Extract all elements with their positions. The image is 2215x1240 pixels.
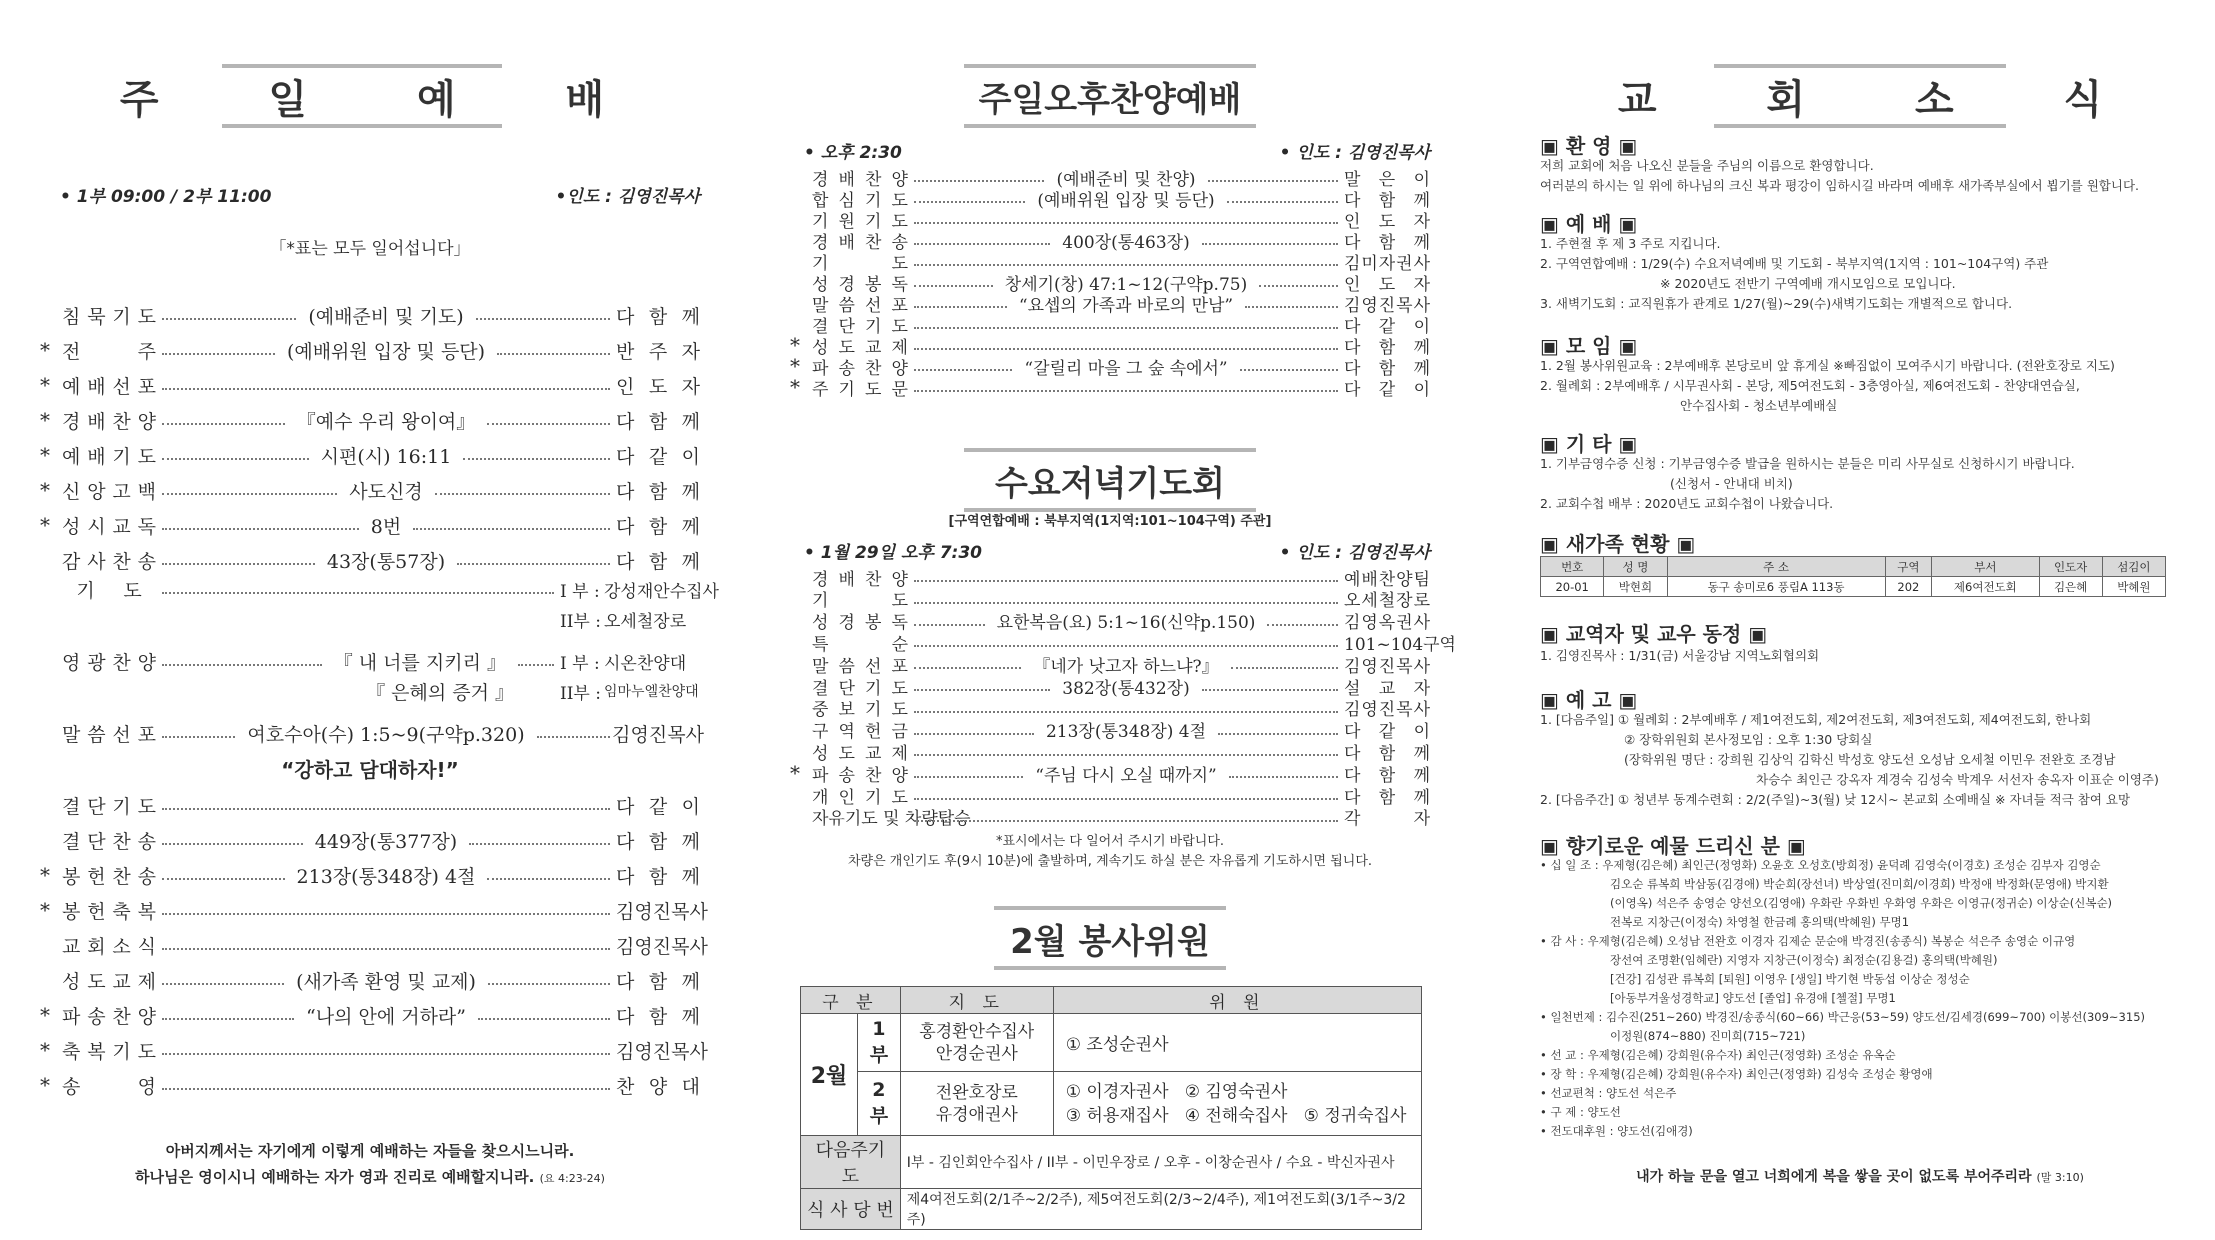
offering-line: • 구 제 : 양도선 [1540,1105,1621,1119]
family-cell: 동구 송미로6 풍림A 113동 [1667,577,1885,597]
order-row [40,545,700,575]
offering-line: 전복로 지창근(이정숙) 차영철 한금례 홍의택(박혜원) 무명1 [1610,915,1910,929]
order-label: 자유기도 및 차량탑승 [812,809,971,830]
order-label: 결 단 찬 송 [62,830,156,853]
order-row [790,806,1430,828]
next-week-prayer: I부 - 김인회안수집사 / II부 - 이민우장로 / 오후 - 이창순권사 / 수요 - 박신자권사 [900,1136,1421,1189]
order-detail: 시편(시) 16:11 [320,445,452,468]
welcome-text: 저희 교회에 처음 나오신 분들을 주님의 이름으로 환영합니다. 여러분의 하시는 일 위에 하나님의 크신 복과 평강이 임하시길 바라며 예배후 새가족부실에서 뵙기를 원합니다. [1540,158,2140,193]
order-label: 파 송 찬 양 [812,765,908,786]
offering-line: • 장 학 : 우제형(김은혜) 강희원(유수자) 최인근(정영화) 김성숙 조성순 황영애 [1540,1067,1933,1081]
order-label: 경 배 찬 송 [812,232,908,253]
anthem-row-2 [40,676,700,706]
worship-text: 1. 주현절 후 제 3 주로 지킵니다. 2. 구역연합예배 : 1/29(수) 수요저녁예배 및 기도회 - 북부지역(1지역 : 101~104구역) 주관 ※ 2020년도 전반기 구역예배 개시모임으로 모입니다. 3. 새벽기도회 : 교직원휴가 관계로 1/27(월)~29(수)새벽기도회는 개별적으로 합니다. [1540,236,2049,311]
order-person: 찬 양 대 [616,1075,700,1098]
prayer-name-2: 오세철장로 [604,611,687,632]
offering-line: • 십 일 조 : 우제형(김은혜) 최인근(정영화) 오윤호 오성호(방희정) 윤덕례 김영숙(이경호) 조성순 김부자 김영순 [1540,858,2101,872]
order-person: 다 같 이 [616,795,700,818]
order-label: 성 경 봉 독 [812,613,908,634]
order-person: 반 주 자 [616,340,700,363]
offering-heading: ▣ 향기로운 예물 드리신 분 ▣ [1540,834,1806,858]
order-label: 성 도 교 제 [812,743,908,764]
new-family-heading: ▣ 새가족 현황 ▣ [1540,532,1696,556]
order-label: 말 씀 선 포 [812,295,908,316]
order-row [40,440,700,470]
standing-note: 「*표는 모두 일어섭니다」 [269,239,471,259]
order-row [790,697,1430,719]
order-label: 중 보 기 도 [812,700,908,721]
order-person: 김 영 진 목 사 [1344,700,1430,721]
order-label: 개 인 기 도 [812,787,908,808]
order-person: 다 함 께 [1344,190,1430,211]
order-label: 성 도 교 제 [812,337,908,358]
order-label: 기 원 기 도 [812,211,908,232]
order-person: 오 세 철 장 로 [1344,591,1430,612]
meeting-heading: ▣ 모 임 ▣ [1540,334,1638,358]
order-person: 설 교 자 [1344,678,1430,699]
stand-mark: * [790,333,800,357]
family-cell: 20-01 [1541,577,1604,597]
order-detail: 43장(통57장) [326,550,446,573]
order-label: 성 시 교 독 [62,515,156,538]
order-label: 영 광 찬 양 [62,651,156,674]
wednesday-time: • 1월 29일 오후 7:30 [804,543,982,563]
meeting-text: 1. 2월 봉사위원교육 : 2부예배후 본당로비 앞 휴게실 ※빠짐없이 모여주시기 바랍니다. (전완호장로 지도) 2. 월례회 : 2부예배후 / 시무권사회 - 본당, 제5여전도회 - 3층영아실, 제6여전도회 - 찬양대연습실, 안수집사회 - 청소년부예배실 [1540,358,2115,413]
order-label: 기 도 [812,253,908,274]
table-month: 2월 [801,1014,858,1136]
table-header: 위 원 [1053,987,1421,1014]
service-time: • 1부 09:00 / 2부 11:00 [60,187,272,207]
prayer-row [40,574,719,604]
order-person: 다 같 이 [1344,316,1430,337]
order-person: 인 도 자 [1344,211,1430,232]
order-person: 다 함 께 [616,970,700,993]
sunday-worship-title: 주 일 예 배 [222,64,502,128]
volunteers-table [800,986,1422,1230]
family-cell: 박혜원 [2102,577,2165,597]
stand-mark: * [40,443,50,467]
offering-line: 장선여 조명환(임혜란) 지영자 지창근(이정숙) 최정순(김용걸) 홍의택(박혜원) [1610,953,1998,967]
family-col-header: 구역 [1885,557,1932,577]
family-col-header: 성 명 [1604,557,1667,577]
order-label: 예 배 선 포 [62,375,156,398]
scripture-verse-2: 하나님은 영이시니 예배하는 자가 영과 진리로 예배할지니라. (요 4:23-24) [135,1168,605,1186]
order-label: 축 복 기 도 [62,1040,156,1063]
order-row [790,653,1430,675]
stand-mark: * [40,513,50,537]
order-row [790,566,1430,588]
order-person: 다 함 께 [616,865,700,888]
order-detail: (예배준비 및 찬양) [1056,169,1196,190]
order-label: 교 회 소 식 [62,935,156,958]
stand-mark: * [40,1003,50,1027]
order-detail: (예배위원 입장 및 등단) [1037,190,1215,211]
order-label: 전 주 [62,340,156,363]
order-label: 봉 헌 축 복 [62,900,156,923]
family-col-header: 주 소 [1667,557,1885,577]
order-person: 김 영 진 목 사 [616,935,708,958]
order-person: 인 도 자 [616,375,700,398]
order-person: 다 함 께 [616,515,700,538]
order-row [40,405,700,435]
wednesday-prayer-title: 수요저녁기도회 [964,448,1256,512]
table-header: 지 도 [900,987,1053,1014]
order-row [40,860,700,890]
sermon-scripture: 여호수아(수) 1:5~9(구약p.320) [247,723,525,746]
order-person: 김 영 진 목 사 [1344,656,1430,677]
order-detail: “나의 안에 거하라” [306,1005,466,1028]
order-label: 주 기 도 문 [812,379,908,400]
order-person: 다 같 이 [1344,379,1430,400]
order-person: 인 도 자 [1344,274,1430,295]
stand-mark: * [40,863,50,887]
welcome-heading: ▣ 환 영 ▣ [1540,134,1638,158]
order-detail: 213장(통348장) 4절 [1045,722,1207,743]
notice-heading: ▣ 예 고 ▣ [1540,688,1638,712]
order-row [790,376,1430,398]
order-row [40,1070,700,1100]
anthem-row [40,646,700,676]
sermon-row [40,718,704,748]
order-row [790,631,1456,655]
order-person: 다 함 께 [616,410,700,433]
order-row [40,895,708,925]
order-detail: 400장(통463장) [1062,232,1190,253]
wednesday-leader: • 인도 : 김영진목사 [1279,543,1430,563]
afternoon-time: • 오후 2:30 [804,143,902,163]
prayer-name-1: 강성재안수집사 [604,581,719,602]
etc-text: 1. 기부금영수증 신청 : 기부금영수증 발급을 원하시는 분들은 미리 사무실로 신청하시기 바랍니다. (신청서 - 안내대 비치) 2. 교회수첩 배부 : 2020년도 교회수첩이 나왔습니다. [1540,456,2075,511]
order-row [790,784,1430,806]
stand-mark: * [790,761,800,786]
table-row-label: 식 사 당 번 [801,1189,901,1230]
order-label: 구 역 헌 금 [812,722,908,743]
offering-line: 이정원(874~880) 진미희(715~721) [1610,1029,1806,1043]
order-row [40,475,700,505]
order-detail: “갈릴리 마을 그 숲 속에서” [1024,358,1228,379]
family-cell: 김은혜 [2039,577,2102,597]
offering-line: (이영옥) 석은주 송영순 양선오(김영애) 우화란 우화빈 우화영 우화은 이영규(정귀순) 이상순(신복순) [1610,896,2113,910]
offering-line: • 선 교 : 우제형(김은혜) 강희원(유수자) 최인근(정영화) 조성순 유옥순 [1540,1048,1896,1062]
order-label: 결 단 기 도 [812,678,908,699]
order-person: 다 함 께 [1344,765,1430,786]
family-col-header: 번호 [1541,557,1604,577]
order-label: 말 씀 선 포 [812,656,908,677]
order-detail: “요셉의 가족과 바로의 만남” [1018,295,1234,316]
order-label: 파 송 찬 양 [62,1005,156,1028]
staff-heading: ▣ 교역자 및 교우 동정 ▣ [1540,622,1768,646]
order-label: 감 사 찬 송 [62,550,156,573]
order-label: 특 순 [812,634,908,655]
order-person: 각 자 [1344,809,1430,830]
order-row [40,510,700,540]
order-label: 성 도 교 제 [62,970,156,993]
offering-line: 김오순 류복희 박삼동(김경애) 박순희(장선녀) 박상열(진미희/이경희) 박정애 박정화(문영애) 박지환 [1610,877,2109,891]
family-col-header: 부서 [1932,557,2039,577]
order-person: 다 함 께 [616,305,700,328]
offering-line: [건강] 김성관 류복희 [퇴원] 이영우 [생일] 박기현 박동섭 이상순 정성순 [1610,972,1970,986]
order-label: 파 송 찬 양 [812,358,908,379]
order-detail: 8번 [370,515,402,538]
stand-mark: * [40,338,50,362]
etc-heading: ▣ 기 타 ▣ [1540,432,1638,456]
order-label: 경 배 찬 양 [812,569,908,590]
order-label: 예 배 기 도 [62,445,156,468]
order-row [790,610,1430,632]
order-label: 기 도 [76,579,142,602]
family-cell: 202 [1885,577,1932,597]
sermon-preacher: 김 영 진 목 사 [612,723,704,746]
afternoon-worship-title: 주일오후찬양예배 [964,64,1256,128]
order-label: 송 영 [62,1075,156,1098]
sermon-title: “강하고 담대하자!” [281,758,459,782]
family-cell: 박현희 [1604,577,1667,597]
order-row [790,675,1430,697]
order-row [40,965,700,995]
afternoon-leader: • 인도 : 김영진목사 [1279,143,1430,163]
order-person: 김 영 진 목 사 [616,1040,708,1063]
order-label: 경 배 찬 양 [812,169,908,190]
table-leaders: 전완호장로 유경애권사 [900,1072,1053,1136]
order-detail: “주님 다시 오실 때까지” [1035,765,1217,786]
vehicle-note: 차량은 개인기도 후(9시 10분)에 출발하며, 계속기도 하실 분은 자유롭게 기도하시면 됩니다. [847,854,1373,869]
offering-line: [아동부겨울성경학교] 양도선 [졸업] 유경애 [첼절] 무명1 [1610,991,1896,1005]
order-row [790,740,1430,762]
table-part: 1부 [858,1014,901,1072]
offering-list [1540,856,2145,1141]
order-person: 다 함 께 [1344,358,1430,379]
order-label: 신 앙 고 백 [62,480,156,503]
anthem-song-2: 『 은혜의 증거 』 [366,681,514,704]
offering-line: • 일천번제 : 김수진(251~260) 박경진/송종식(60~66) 박근응(53~59) 양도선/김세경(699~700) 이봉선(309~315) [1540,1010,2145,1024]
order-label: 기 도 [812,591,908,612]
stand-mark: * [40,408,50,432]
family-cell: 제6여전도회 [1932,577,2039,597]
order-label: 결 단 기 도 [812,316,908,337]
order-row [40,370,700,400]
stand-mark: * [40,373,50,397]
offering-line: • 선교편척 : 양도선 석은주 [1540,1086,1677,1100]
standing-note-2: *표시에서는 다 일어서 주시기 바랍니다. [995,834,1225,849]
order-label: 말 씀 선 포 [62,723,156,746]
stand-mark: * [40,1038,50,1062]
order-person: 말 은 이 [1344,169,1430,190]
order-detail: 『네가 낫고자 하느냐?』 [1033,656,1219,677]
meal-duty: 제4여전도회(2/1주~2/2주), 제5여전도회(2/3~2/4주), 제1여전도회(3/1주~3/2주) [900,1189,1421,1230]
offering-line: • 감 사 : 우제형(김은혜) 오성남 전완호 이경자 김제순 문순애 박경진(송종식) 복봉순 석은주 송영순 이규영 [1540,934,2076,948]
order-label: 침 묵 기 도 [62,305,156,328]
order-detail: (예배준비 및 기도) [308,305,464,328]
order-person: 다 함 께 [616,1005,700,1028]
order-person: 김 영 진 목 사 [616,900,708,923]
stand-mark: * [790,354,800,378]
table-part: 2부 [858,1072,901,1136]
order-detail: 사도신경 [349,480,423,503]
order-row [40,300,700,330]
scripture-verse-1: 아버지께서는 자기에게 이렇게 예배하는 자들을 찾으시느니라. [165,1142,575,1160]
order-person: 다 같 이 [616,445,700,468]
order-detail: (예배위원 입장 및 등단) [286,340,486,363]
table-header: 구 분 [801,987,901,1014]
order-person: 김 미 자 권 사 [1344,253,1430,274]
order-label: 성 경 봉 독 [812,274,908,295]
order-person: 다 같 이 [1344,722,1431,743]
service-leader: •인도 : 김영진목사 [555,187,700,207]
order-person: 다 함 께 [616,550,700,573]
staff-text: 1. 김영진목사 : 1/31(금) 서울강남 지역노회협의회 [1540,648,1820,663]
order-detail: 213장(통348장) 4절 [296,865,476,888]
anthem-part-2: II부 : [560,683,601,704]
order-row [790,762,1430,784]
notice-text: 1. [다음주일] ① 월례회 : 2부예배후 / 제1여전도회, 제2여전도회, 제3여전도회, 제4여전도회, 한나회 ② 장학위원회 본사정모임 : 오후 1:30 당회실 (장학위원 명단 : 강희원 김상익 김학신 박성호 양도선 오성남 오세철 이민우 전완호 조경남 차승수 최인근 강옥자 계경숙 김성숙 박계우 서선자 송옥자 이표순 이영주) 2. [다음주간] ① 청년부 동계수련회 : 2/2(주일)~3(월) 낮 12시~ 본교회 소예배실 ※ 자녀들 적극 참여 요망 [1540,712,2159,807]
table-members: ① 이경자권사 ② 김영숙권사 ③ 허용재집사 ④ 전해숙집사 ⑤ 정귀숙집사 [1053,1072,1421,1136]
order-detail: (새가족 환영 및 교제) [296,970,476,993]
february-volunteers-title: 2월 봉사위원 [994,906,1226,970]
wednesday-subtitle: [구역연합예배 : 북부지역(1지역:101~104구역) 주관] [948,514,1272,529]
stand-mark: * [790,375,800,399]
family-col-header: 섬김이 [2102,557,2165,577]
order-row [40,1035,708,1065]
order-detail: 요한복음(요) 5:1~16(신약p.150) [996,613,1256,634]
order-detail: 449장(통377장) [314,830,458,853]
order-detail: 382장(통432장) [1062,678,1190,699]
table-leaders: 홍경환안수집사 안경순권사 [900,1014,1053,1072]
family-col-header: 인도자 [2039,557,2102,577]
table-members: ① 조성순권사 [1053,1014,1421,1072]
order-row [40,930,708,960]
order-row [790,719,1430,741]
prayer-part-1: I 부 : [560,581,600,602]
order-row [40,790,700,820]
order-person: 다 함 께 [1344,787,1430,808]
order-person: 다 함 께 [1344,337,1430,358]
stand-mark: * [40,1073,50,1097]
order-row [40,335,700,365]
order-person: 다 함 께 [616,830,700,853]
order-label: 결 단 기 도 [62,795,156,818]
offering-line: • 전도대후원 : 양도선(김애경) [1540,1124,1693,1138]
order-person: 김 영 옥 권 사 [1344,613,1431,634]
order-person: 다 함 께 [1344,232,1430,253]
order-detail: 『예수 우리 왕이여』 [296,410,476,433]
order-person: 예 배 찬 양 팀 [1344,569,1430,590]
order-row [790,588,1430,610]
order-person: 다 함 께 [1344,743,1430,764]
prayer-part-2: II부 : [560,611,601,632]
worship-heading: ▣ 예 배 ▣ [1540,212,1638,236]
order-row [40,825,700,855]
new-family-table [1540,556,2166,597]
anthem-choir-2: 임마누엘찬양대 [604,684,699,700]
order-label: 합 심 기 도 [812,190,908,211]
anthem-choir-1: 시온찬양대 [604,653,687,674]
stand-mark: * [40,898,50,922]
stand-mark: * [40,478,50,502]
prayer-row-2 [40,604,700,634]
order-label: 봉 헌 찬 송 [62,865,156,888]
anthem-song-1: 『 내 너를 지키리 』 [333,651,506,674]
anthem-part-1: I 부 : [560,653,600,674]
order-person: 김 영 진 목 사 [1344,295,1430,316]
order-detail: 창세기(창) 47:1~12(구약p.75) [1004,274,1248,295]
order-person: 101~104구역 [1344,634,1456,655]
order-person: 다 함 께 [616,480,700,503]
table-row-label: 다음주기도 [801,1136,901,1189]
church-news-title: 교 회 소 식 [1714,64,2006,128]
closing-verse: 내가 하늘 문을 열고 너희에게 복을 쌓을 곳이 없도록 부어주리라 (말 3:10) [1636,1169,2084,1185]
order-row [40,1000,700,1030]
order-label: 경 배 찬 양 [62,410,156,433]
